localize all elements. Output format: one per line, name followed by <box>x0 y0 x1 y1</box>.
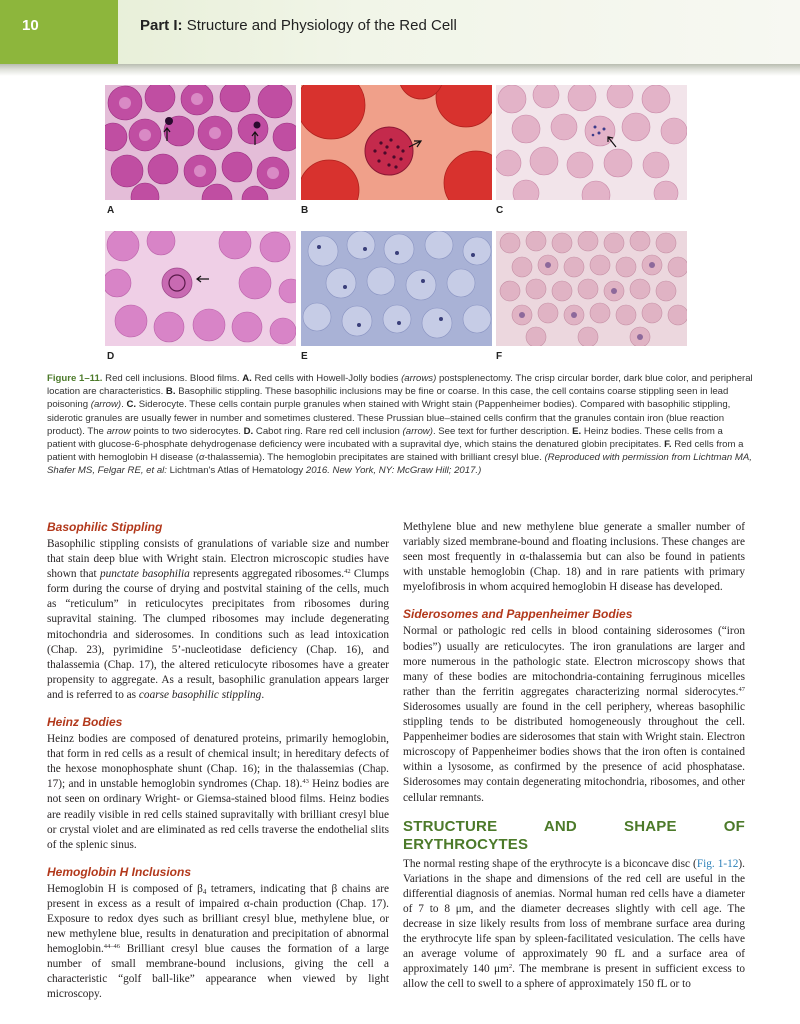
reference: 43 <box>302 778 309 786</box>
part-label: Part I: <box>140 17 183 34</box>
caption-a-text-2: postsplenectomy. The crisp circular border, dark blue color, and peripheral location are characteristics. <box>47 373 753 398</box>
panel-label-d: D <box>107 351 115 362</box>
text: Hemoglobin H is composed of β <box>47 882 203 895</box>
panel-label-e: E <box>301 351 308 362</box>
section-structure-shape <box>403 818 745 993</box>
section-basophilic-stippling <box>47 520 389 703</box>
caption-b-text-2: . <box>121 399 124 411</box>
running-head-title <box>140 17 457 34</box>
caption-f-label: F. <box>664 439 672 451</box>
paragraph-structure <box>403 857 745 993</box>
text: Brilliant cresyl blue causes the formation of a large number of small membrane-bound inclusions, giving the cell a characteristic “golf ball-like” appearance when viewed by light microscopy. <box>47 943 389 1001</box>
text: represents aggregated ribosomes. <box>193 568 345 581</box>
caption-credit: (Reproduced with permission from Lichtman MA, Shafer MS, Felgar RE, et al: <box>47 452 752 477</box>
panel-label-a: A <box>107 205 115 216</box>
paragraph-siderosomes <box>403 624 745 805</box>
text: Heinz bodies are composed of denatured proteins, primarily hemoglobin, that form in red cells as a result of chemical insult; in hereditary defects of the hexose monophosphate shunt (Chap. 16); in the thalassemias (Chap. 17); and in unstable hemoglobin syndromes (Chap. 18). <box>47 733 389 791</box>
heading-hemoglobin-h: Hemoglobin H Inclusions <box>47 864 192 879</box>
text: . The membrane is present in sufficient excess to allow the cell to swell to a sphere of approximately 150 fL or to <box>403 963 745 991</box>
text: . <box>261 688 265 701</box>
panel-label-f: F <box>496 351 503 362</box>
caption-c-label: C. <box>126 399 137 411</box>
figure-link[interactable]: Fig. 1-12 <box>696 857 739 870</box>
section-heinz-bodies <box>47 715 389 853</box>
subscript: 4 <box>202 887 207 896</box>
caption-lead: Red cell inclusions. Blood films. <box>105 373 240 384</box>
caption-d-text: Cabot ring. Rare red cell inclusion <box>255 425 400 437</box>
heading-structure-shape: STRUCTURE AND SHAPE OF ERYTHROCYTES <box>403 817 745 853</box>
paragraph-basophilic <box>47 537 389 703</box>
paragraph-methylene-blue: Methylene blue and new methylene blue generate a smaller number of variably sized membrane-bound and floating inclusions. These changes are seen most frequently in α-thalassemia but can also be found in patients with unstable hemoglobin (Chap. 18) and in rare patients with primary myelofibrosis in whom acquired hemoglobin H disease has developed. <box>403 521 745 594</box>
header-shadow <box>0 64 800 76</box>
part-title: Structure and Physiology of the Red Cell <box>186 17 457 34</box>
text: Siderosomes usually are found in the cell periphery, whereas basophilic stippling tends to be distributed homogeneously throughout the cell. Pappenheimer bodies are siderosomes that stain with Wright stain. Electron microscopy of Pappenheimer bodies shows that the iron often is contained within a lysosome, as confirmed by the presence of acid phosphatase. Siderosomes may contain degenerating mitochondria, ribosomes, and other cellular remnants. <box>403 700 745 804</box>
caption-b-text: Basophilic stippling. These basophilic inclusions may be fine or coarse. In this case, the cell contains coarse stippling seen in lead poisoning <box>47 386 729 411</box>
caption-c-arrow: arrow <box>106 425 131 437</box>
text: Clumps form during the course of drying and postvital staining of the cells, much as “reticulum” in reticulocytes precipitates from ribosomes during supravital staining. The clumped ribosomes may include degenerating mitochondria and siderosomes. In conditions such as lead intoxication (Chap. 23), pyrimidine 5’-nucleotidase deficiency (Chap. 16), and thalassemia (Chap. 17), the altered reticulocyte ribosomes have a greater propensity to aggregate. As a result, basophilic granulation appears larger and is referred to as <box>47 568 390 701</box>
caption-d-text-2: . See text for further description. <box>432 425 570 437</box>
figure-caption <box>47 372 753 478</box>
caption-e-text: Heinz bodies. These cells from a patient with glucose-6-phosphate dehydrogenase deficiency were incubated with a supravital dye, which stains the denatured globin precipitates. <box>47 425 723 451</box>
text: tetramers, indicating that β chains are present in excess as a result of impaired α-chain production (Chap. 17). Exposure to redox dyes such as brilliant cresyl blue, methylene blue, or new methylene blue, results in denaturation and precipitation of abnormal hemoglobin. <box>47 882 389 956</box>
caption-a-label: A. <box>242 373 252 384</box>
figure-panel-d <box>105 231 296 346</box>
caption-d-arrow: (arrow) <box>402 425 433 437</box>
text: Normal or pathologic red cells in blood containing siderosomes (“iron bodies”) usually are reticulocytes. The iron granulations are larger and more numerous in the pathologic state. Electron microscopy shows that many of these bodies are mitochondria-containing ferruginous micelles rather than the ferritin aggregates characterizing normal siderocytes. <box>403 625 745 698</box>
caption-c-text-2: points to two siderocytes. <box>133 425 241 437</box>
text: ). Variations in the shape and dimensions of the red cell are useful in the differential diagnosis of anemias. Normal human red cells have a diameter of 7 to 8 μm, and the diameter decreases slightly with cell age. The decrease in size likely results from loss of membrane surface area during the erythrocyte life span by spleen-facilitated vesiculation. The cells have an average volume of approximately 90 fL and a surface area of approximately 140 μm <box>403 857 745 976</box>
heading-heinz-bodies: Heinz Bodies <box>47 715 123 730</box>
reference: 42 <box>344 568 351 576</box>
left-column <box>47 520 389 1015</box>
page-number-box <box>0 0 118 64</box>
caption-e-label: E. <box>572 425 582 437</box>
paragraph-heinz <box>47 732 389 853</box>
heading-basophilic-stippling: Basophilic Stippling <box>47 520 163 534</box>
figure-panel-f <box>496 231 687 346</box>
reference: 47 <box>738 685 745 693</box>
figure-panel-b <box>301 85 492 200</box>
caption-f-alpha: α <box>199 452 205 464</box>
caption-credit-end: 2016. New York, NY: McGraw Hill; 2017.) <box>305 465 482 477</box>
text: The normal resting shape of the erythrocyte is a biconcave disc ( <box>403 857 697 870</box>
figure-panel-c <box>496 85 687 200</box>
term-punctate-basophilia: punctate basophilia <box>99 568 190 581</box>
panel-label-c: C <box>496 205 504 216</box>
figure-panel-e <box>301 231 492 346</box>
panel-label-b: B <box>301 205 309 216</box>
caption-d-label: D. <box>243 425 254 437</box>
text: Basophilic stippling consists of granulations of variable size and number that stain deep blue with Wright stain. Electron microscopic studies have shown that <box>47 538 389 581</box>
superscript: 2 <box>508 963 513 971</box>
text: Heinz bodies are not seen on ordinary Wright- or Giemsa-stained blood films. Heinz bodies are readily visible in red cells stained supravitally with brilliant cresyl blue or crystal violet and are eliminated as red cells traverse the endothelial slits of the splenic sinus. <box>47 778 389 851</box>
section-hemoglobin-h <box>47 865 389 1003</box>
caption-credit-title: Lichtman's Atlas of Hematology <box>169 465 304 477</box>
figure-number: Figure 1–11. <box>47 373 103 384</box>
reference: 44–46 <box>103 943 121 951</box>
right-column <box>403 520 745 1004</box>
paragraph-hemoglobin-h <box>47 882 389 1003</box>
page-number: 10 <box>22 17 39 34</box>
caption-b-label: B. <box>165 386 176 398</box>
caption-a-arrows: (arrows) <box>401 373 437 384</box>
section-siderosomes <box>403 607 745 805</box>
caption-a-text: Red cells with Howell-Jolly bodies <box>254 373 399 384</box>
figure-panel-a <box>105 85 296 200</box>
caption-f-text: Red cells from a patient with hemoglobin H disease ( <box>47 439 744 464</box>
caption-b-arrow: (arrow) <box>90 399 122 411</box>
term-coarse-basophilic-stippling: coarse basophilic stippling <box>138 688 262 701</box>
caption-f-text-2: -thalassemia). The hemoglobin precipitates are stained with brilliant cresyl blue. <box>204 452 542 464</box>
caption-c-text: Siderocyte. These cells contain purple granules when stained with Wright stain (Pappenheimer bodies). Compared with basophilic stippling, siderotic granules are usually fewer in number and sometimes clustered. These Prussian blue–stained cells confirm that the granules contain iron (blue reaction product). The <box>47 399 731 437</box>
heading-siderosomes: Siderosomes and Pappenheimer Bodies <box>403 607 633 622</box>
section-methylene-blue <box>403 520 745 595</box>
